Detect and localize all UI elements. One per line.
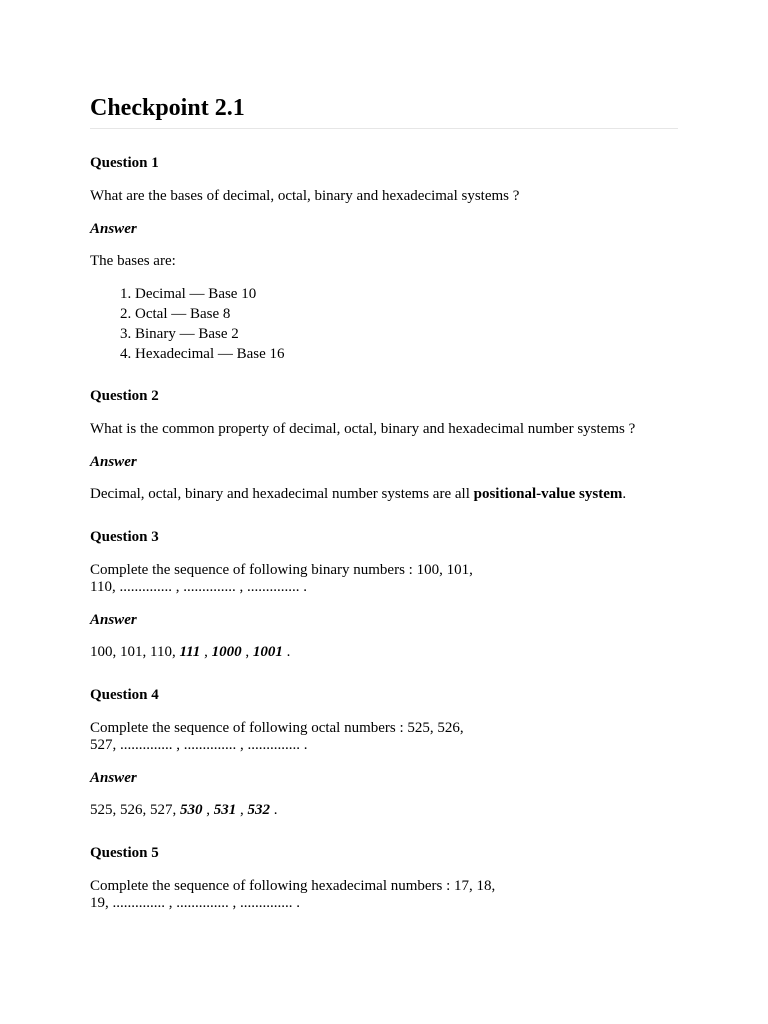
question-3-line-1: Complete the sequence of following binary numbers : 100, 101,: [90, 562, 473, 578]
question-2-text: What is the common property of decimal, octal, binary and hexadecimal number systems ?: [90, 421, 636, 437]
answer-end: .: [622, 486, 627, 502]
question-1-answer-intro: The bases are:: [90, 253, 176, 269]
list-item: 4. Hexadecimal — Base 16: [135, 344, 678, 364]
question-4-answer: 525, 526, 527, 530 , 531 , 532 .: [90, 802, 278, 818]
answer-text: Decimal, octal, binary and hexadecimal number systems are all: [90, 486, 474, 502]
question-2-answer-label: Answer: [90, 454, 137, 470]
list-item: 1. Decimal — Base 10: [135, 284, 678, 304]
list-item: 3. Binary — Base 2: [135, 324, 678, 344]
question-3-answer: 100, 101, 110, 111 , 1000 , 1001 .: [90, 644, 291, 660]
question-2-heading: Question 2: [90, 388, 159, 404]
answer-end: .: [282, 644, 291, 660]
question-2-answer: [90, 486, 678, 503]
question-1-answer-label: Answer: [90, 221, 137, 237]
bases-list: [90, 284, 678, 364]
question-4-heading: Question 4: [90, 687, 159, 703]
answer-value: 111: [179, 644, 201, 660]
answer-prefix: 525, 526, 527,: [90, 802, 180, 818]
answer-emphasis: positional-value system: [473, 486, 623, 502]
question-4-line-1: Complete the sequence of following octal numbers : 525, 526,: [90, 720, 464, 736]
question-5-text: [90, 878, 510, 912]
question-3-text: [90, 562, 490, 596]
question-4-line-2: 527, .............. , .............. , .............. .: [90, 737, 308, 753]
answer-end: .: [270, 802, 278, 818]
checkpoint-document: [90, 93, 678, 912]
question-5-line-2: 19, .............. , .............. , .............. .: [90, 895, 300, 911]
question-1-text: What are the bases of decimal, octal, binary and hexadecimal systems ?: [90, 188, 520, 204]
question-3-line-2: 110, .............. , .............. , .............. .: [90, 579, 307, 595]
page-title: Checkpoint 2.1: [90, 93, 678, 129]
question-3-heading: Question 3: [90, 529, 159, 545]
answer-value: 1000: [211, 644, 242, 660]
answer-value: 532: [247, 802, 270, 818]
question-4-answer-label: Answer: [90, 770, 137, 786]
answer-value: 530: [180, 802, 203, 818]
answer-value: 531: [213, 802, 237, 818]
question-4-text: [90, 720, 490, 754]
question-3-answer-label: Answer: [90, 612, 137, 628]
answer-value: 1001: [252, 644, 283, 660]
answer-prefix: 100, 101, 110,: [90, 644, 180, 660]
question-5-line-1: Complete the sequence of following hexadecimal numbers : 17, 18,: [90, 878, 496, 894]
list-item: 2. Octal — Base 8: [135, 304, 678, 324]
question-1-heading: Question 1: [90, 155, 159, 171]
question-5-heading: Question 5: [90, 845, 159, 861]
